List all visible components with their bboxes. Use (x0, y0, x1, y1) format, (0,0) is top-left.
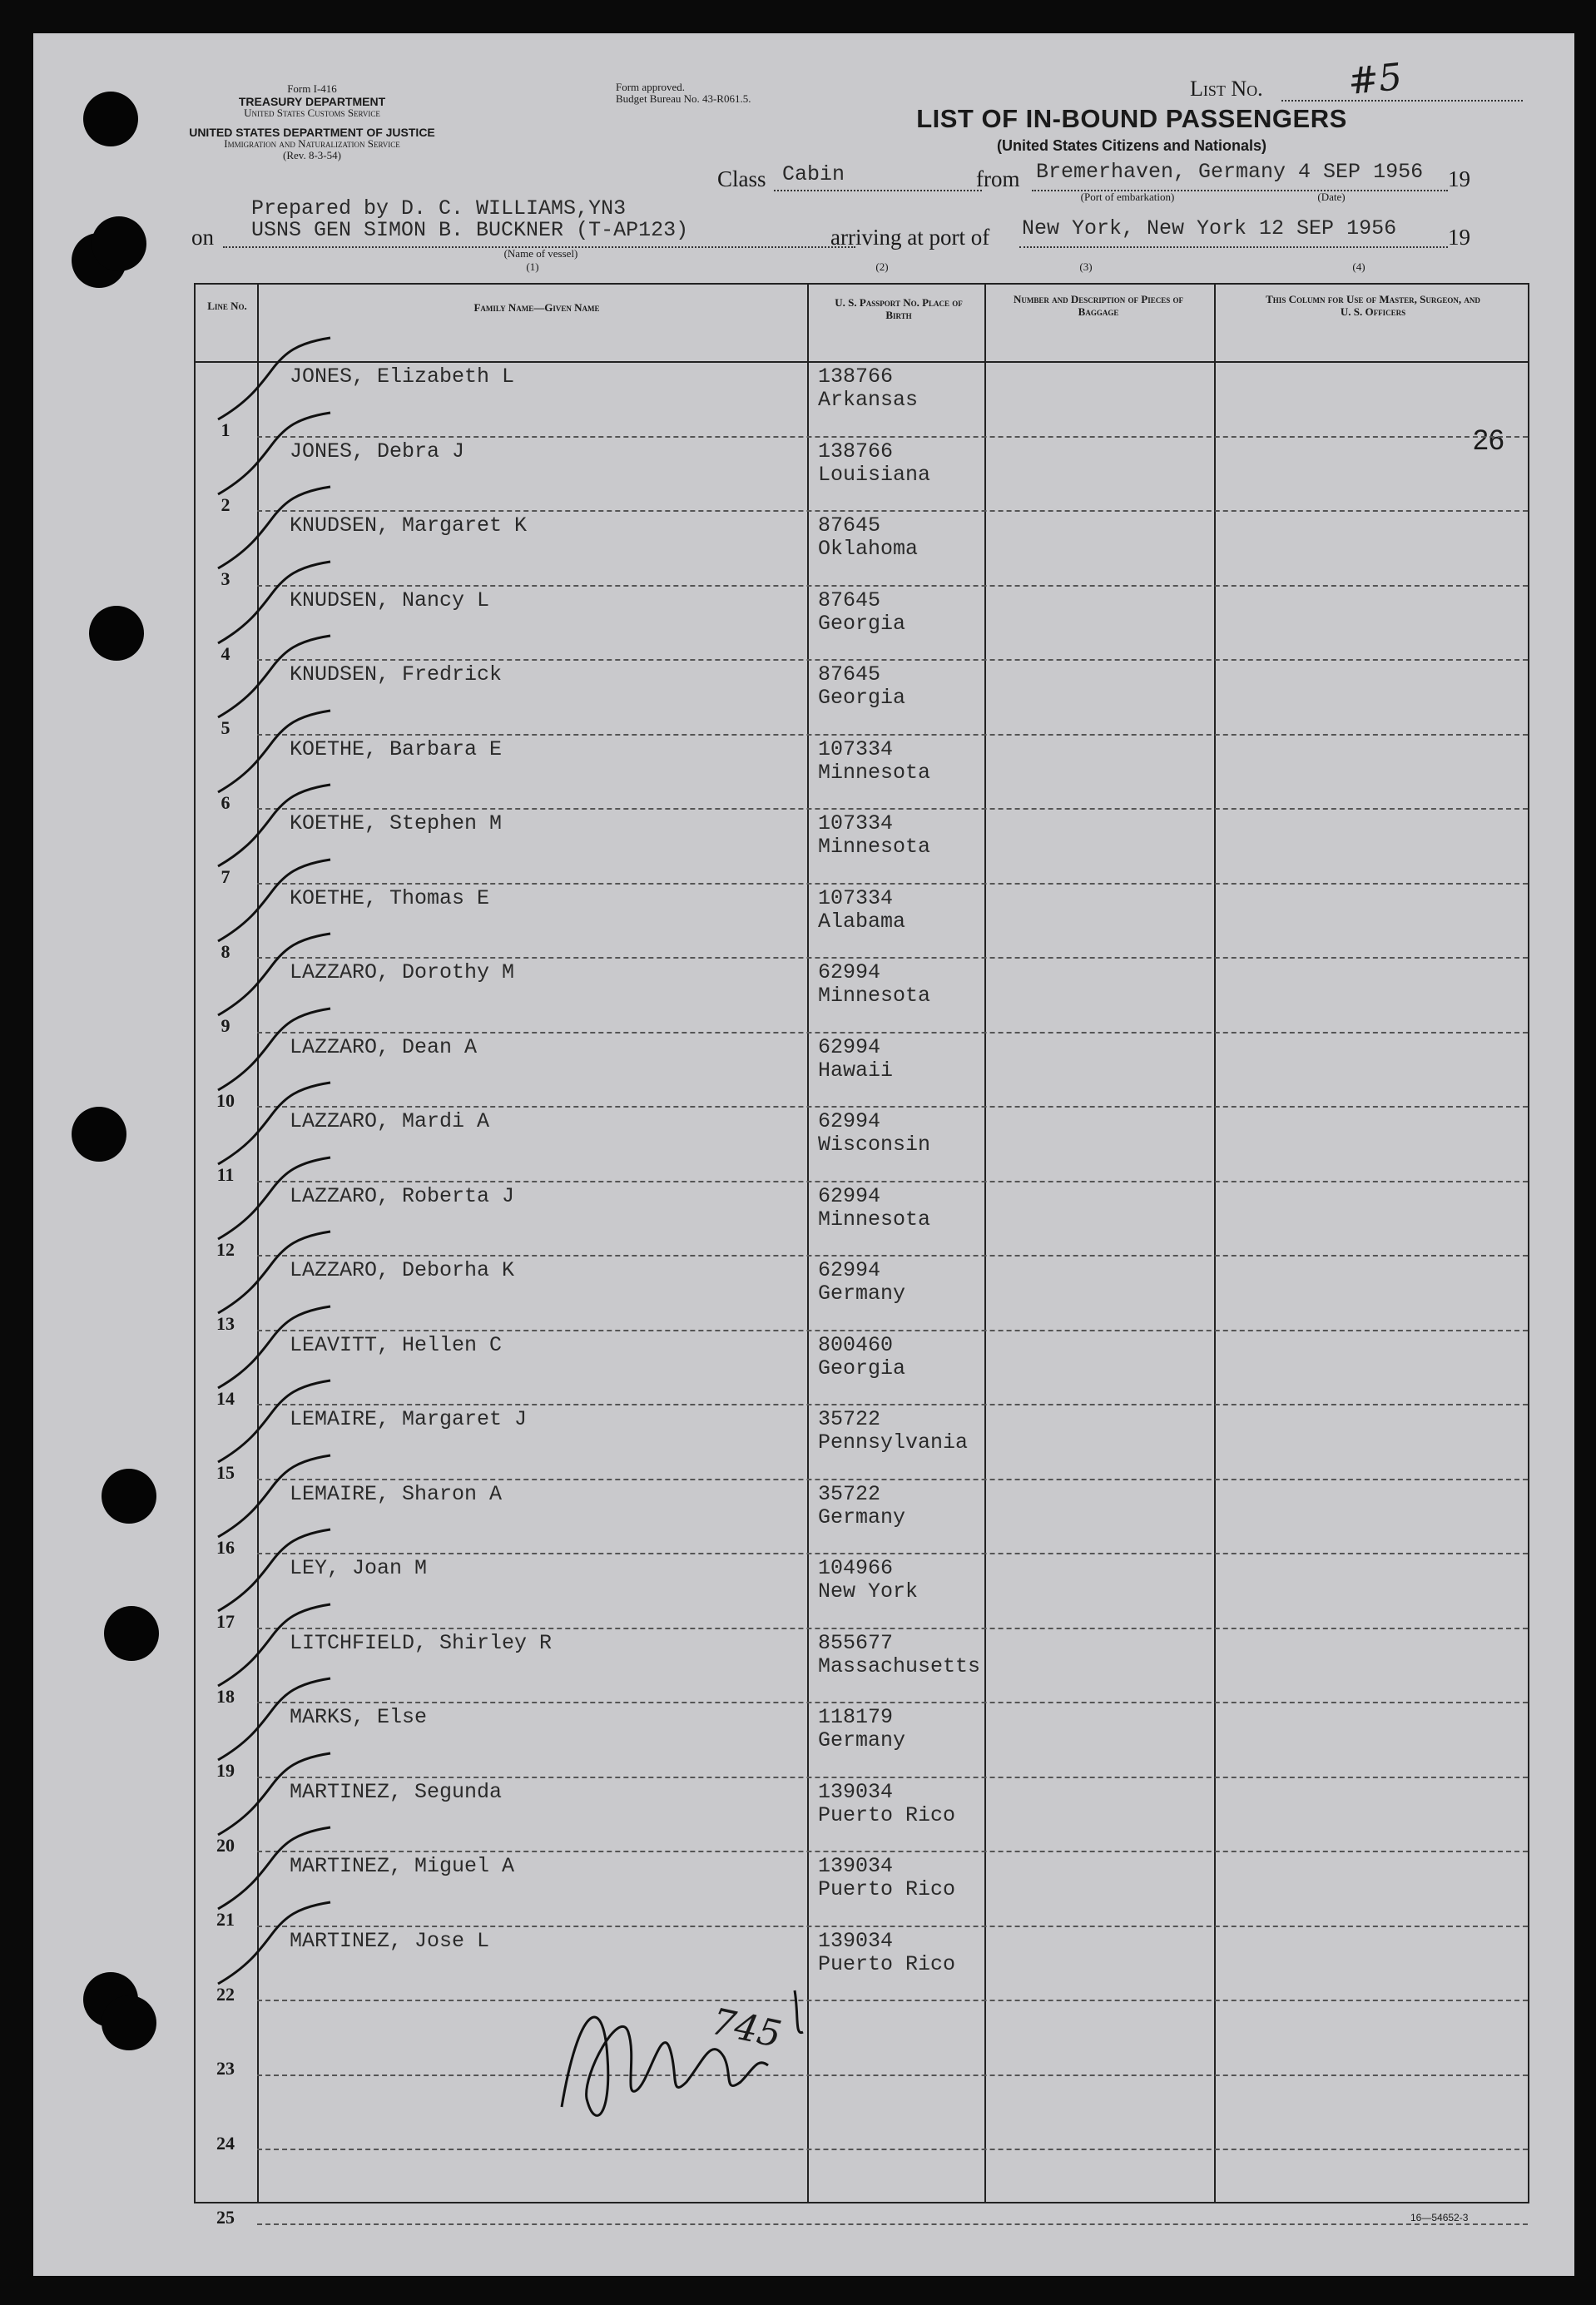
line-number: 8 (221, 940, 230, 962)
passport-number: 104966 (818, 1556, 894, 1580)
page-subtitle: (United States Citizens and Nationals) (996, 137, 1267, 154)
line-number: 19 (216, 1760, 235, 1781)
binder-hole (104, 1606, 159, 1661)
place-of-birth: Pennsylvania (818, 1430, 969, 1455)
header-officers: This Column for Use of Master, Surgeon, and U. S. Officers (1266, 293, 1480, 318)
arriving-value: New York, New York 12 SEP 1956 (1022, 216, 1397, 240)
justice-dept: UNITED STATES DEPARTMENT OF JUSTICE (189, 126, 435, 139)
arriving-line (1019, 246, 1448, 248)
revision: (Rev. 8-3-54) (283, 149, 341, 161)
passenger-name: LEMAIRE, Sharon A (290, 1481, 503, 1506)
line-number: 21 (216, 1909, 235, 1930)
vessel-name: USNS GEN SIMON B. BUCKNER (T-AP123) (251, 218, 689, 242)
footer-code: 16—54652-3 (1410, 2212, 1469, 2223)
line-number: 15 (216, 1462, 235, 1483)
list-no-handwritten: #5 (1346, 55, 1405, 104)
row-divider (257, 1330, 1528, 1331)
arriving-label: arriving at port of (830, 225, 990, 250)
line-number: 24 (216, 2132, 235, 2154)
passport-number: 107334 (818, 811, 894, 835)
place-of-birth: Puerto Rico (818, 1951, 956, 1976)
row-divider (257, 883, 1528, 885)
list-no-label: List No. (1190, 77, 1263, 101)
year-suffix-2: 19 (1448, 225, 1470, 250)
handwritten-number: 745 (707, 2000, 786, 2057)
year-suffix-1: 19 (1448, 166, 1470, 191)
passport-number: 139034 (818, 1854, 894, 1878)
header-line-no: Line No. (207, 300, 247, 312)
binder-hole (83, 92, 138, 146)
row-divider (257, 1255, 1528, 1257)
row-divider (257, 1702, 1528, 1703)
row-divider (257, 1777, 1528, 1778)
passport-number: 138766 (818, 439, 894, 463)
place-of-birth: Alabama (818, 909, 906, 934)
place-of-birth: Germany (818, 1504, 906, 1529)
col-num-1: (1) (526, 260, 539, 273)
line-number: 5 (221, 717, 230, 738)
place-of-birth: Germany (818, 1281, 906, 1306)
row-divider (257, 1926, 1528, 1927)
passenger-name: MARTINEZ, Segunda (290, 1779, 503, 1804)
line-number: 25 (216, 2207, 235, 2228)
port-embark-label: (Port of embarkation) (1080, 191, 1175, 203)
col-num-2: (2) (875, 260, 889, 273)
row-divider (257, 1479, 1528, 1480)
row-divider (257, 957, 1528, 959)
from-value: Bremerhaven, Germany 4 SEP 1956 (1036, 160, 1424, 184)
class-value: Cabin (782, 162, 845, 186)
row-divider (257, 436, 1528, 438)
place-of-birth: Georgia (818, 611, 906, 636)
line-number: 9 (221, 1015, 230, 1036)
col-num-3: (3) (1079, 260, 1093, 273)
binder-hole (102, 1995, 156, 2050)
passenger-name: LAZZARO, Roberta J (290, 1183, 515, 1208)
passenger-name: MARKS, Else (290, 1705, 428, 1729)
line-number: 7 (221, 866, 230, 887)
passport-number: 139034 (818, 1779, 894, 1804)
vessel-label: (Name of vessel) (503, 247, 578, 260)
passenger-name: LEMAIRE, Margaret J (290, 1407, 528, 1431)
passenger-name: JONES, Debra J (290, 439, 465, 463)
passenger-name: MARTINEZ, Jose L (290, 1928, 490, 1953)
row-divider (257, 2149, 1528, 2150)
page-title: LIST OF IN-BOUND PASSENGERS (916, 104, 1347, 133)
passenger-name: LAZZARO, Mardi A (290, 1109, 490, 1133)
budget-bureau: Budget Bureau No. 43-R061.5. (616, 92, 751, 105)
passport-number: 62994 (818, 1109, 881, 1133)
passport-number: 62994 (818, 960, 881, 984)
line-number: 14 (216, 1387, 235, 1409)
line-number: 12 (216, 1238, 235, 1260)
passport-number: 62994 (818, 1258, 881, 1282)
from-label: from (976, 166, 1020, 191)
line-number: 4 (221, 642, 230, 664)
place-of-birth: Louisiana (818, 462, 931, 487)
row-divider (257, 808, 1528, 810)
officer-note: 26 (1473, 424, 1504, 456)
passenger-name: KOETHE, Barbara E (290, 736, 503, 761)
row-divider (257, 1032, 1528, 1034)
line-number: 23 (216, 2058, 235, 2079)
prepared-by: Prepared by D. C. WILLIAMS,YN3 (251, 196, 627, 221)
passenger-name: JONES, Elizabeth L (290, 364, 515, 389)
passport-number: 107334 (818, 885, 894, 910)
passenger-name: KNUDSEN, Nancy L (290, 587, 490, 612)
binder-hole (92, 216, 146, 271)
passport-number: 118179 (818, 1705, 894, 1729)
passenger-name: KNUDSEN, Margaret K (290, 513, 528, 538)
place-of-birth: Minnesota (818, 1207, 931, 1232)
line-number: 16 (216, 1536, 235, 1558)
row-divider (257, 1404, 1528, 1405)
place-of-birth: Georgia (818, 686, 906, 710)
form-page (33, 33, 1574, 2276)
class-label: Class (717, 166, 766, 191)
row-divider (257, 1851, 1528, 1852)
passport-number: 107334 (818, 736, 894, 761)
passport-number: 855677 (818, 1630, 894, 1655)
passport-number: 800460 (818, 1332, 894, 1357)
line-number: 6 (221, 791, 230, 813)
passenger-name: LAZZARO, Dean A (290, 1034, 478, 1059)
place-of-birth: New York (818, 1579, 919, 1604)
row-divider (257, 659, 1528, 661)
customs-service: United States Customs Service (244, 107, 380, 119)
line-number: 17 (216, 1611, 235, 1632)
place-of-birth: Oklahoma (818, 537, 919, 561)
list-no-line (1281, 100, 1523, 102)
place-of-birth: Germany (818, 1728, 906, 1752)
place-of-birth: Minnesota (818, 984, 931, 1008)
header-baggage: Number and Description of Pieces of Baggage (1014, 293, 1183, 318)
check-mark (214, 1901, 339, 1992)
line-number: 3 (221, 568, 230, 589)
row-divider (257, 510, 1528, 512)
form-number: Form I-416 (287, 82, 337, 95)
immigration-service: Immigration and Naturalization Service (224, 137, 400, 150)
line-number: 18 (216, 1685, 235, 1707)
place-of-birth: Wisconsin (818, 1133, 931, 1157)
passport-number: 62994 (818, 1034, 881, 1059)
row-divider (257, 1106, 1528, 1108)
row-divider (257, 1553, 1528, 1554)
binder-hole (89, 606, 144, 661)
place-of-birth: Georgia (818, 1356, 906, 1381)
col-divider-4 (1214, 285, 1216, 2202)
col-divider-2 (807, 285, 809, 2202)
col-num-4: (4) (1352, 260, 1366, 273)
passport-number: 87645 (818, 662, 881, 687)
passport-number: 62994 (818, 1183, 881, 1208)
place-of-birth: Massachusetts (818, 1653, 981, 1678)
line-number: 13 (216, 1313, 235, 1334)
header-divider (196, 361, 1528, 363)
binder-hole (72, 1107, 126, 1162)
passenger-name: KOETHE, Thomas E (290, 885, 490, 910)
row-divider (257, 2223, 1528, 2225)
passenger-name: LITCHFIELD, Shirley R (290, 1630, 553, 1655)
line-number: 22 (216, 1983, 235, 2005)
line-number: 11 (216, 1164, 235, 1185)
passport-number: 87645 (818, 513, 881, 538)
header-passport: U. S. Passport No. Place of Birth (835, 296, 963, 321)
place-of-birth: Hawaii (818, 1058, 894, 1083)
passenger-name: MARTINEZ, Miguel A (290, 1854, 515, 1878)
passenger-name: LEAVITT, Hellen C (290, 1332, 503, 1357)
place-of-birth: Puerto Rico (818, 1877, 956, 1901)
place-of-birth: Minnesota (818, 835, 931, 859)
line-number: 20 (216, 1834, 235, 1856)
line-number: 1 (221, 419, 230, 440)
place-of-birth: Minnesota (818, 760, 931, 785)
passenger-name: KNUDSEN, Fredrick (290, 662, 503, 687)
line-number: 2 (221, 493, 230, 515)
binder-hole (102, 1469, 156, 1524)
col-divider-3 (984, 285, 986, 2202)
on-label: on (191, 225, 214, 250)
passenger-name: LAZZARO, Dorothy M (290, 960, 515, 984)
passenger-name: KOETHE, Stephen M (290, 811, 503, 835)
passenger-name: LAZZARO, Deborha K (290, 1258, 515, 1282)
class-line (774, 190, 982, 191)
passport-number: 138766 (818, 364, 894, 389)
line-number: 10 (216, 1089, 235, 1111)
date-label: (Date) (1317, 191, 1346, 203)
row-divider (257, 734, 1528, 736)
passport-number: 87645 (818, 587, 881, 612)
place-of-birth: Puerto Rico (818, 1802, 956, 1827)
treasury-dept: TREASURY DEPARTMENT (238, 95, 386, 108)
passport-number: 35722 (818, 1481, 881, 1506)
row-divider (257, 1181, 1528, 1182)
header-name: Family Name—Given Name (473, 301, 600, 314)
row-divider (257, 585, 1528, 587)
form-approved: Form approved. (616, 81, 686, 93)
place-of-birth: Arkansas (818, 388, 919, 412)
passenger-name: LEY, Joan M (290, 1556, 428, 1580)
row-divider (257, 1628, 1528, 1629)
passport-number: 35722 (818, 1407, 881, 1431)
passport-number: 139034 (818, 1928, 894, 1953)
